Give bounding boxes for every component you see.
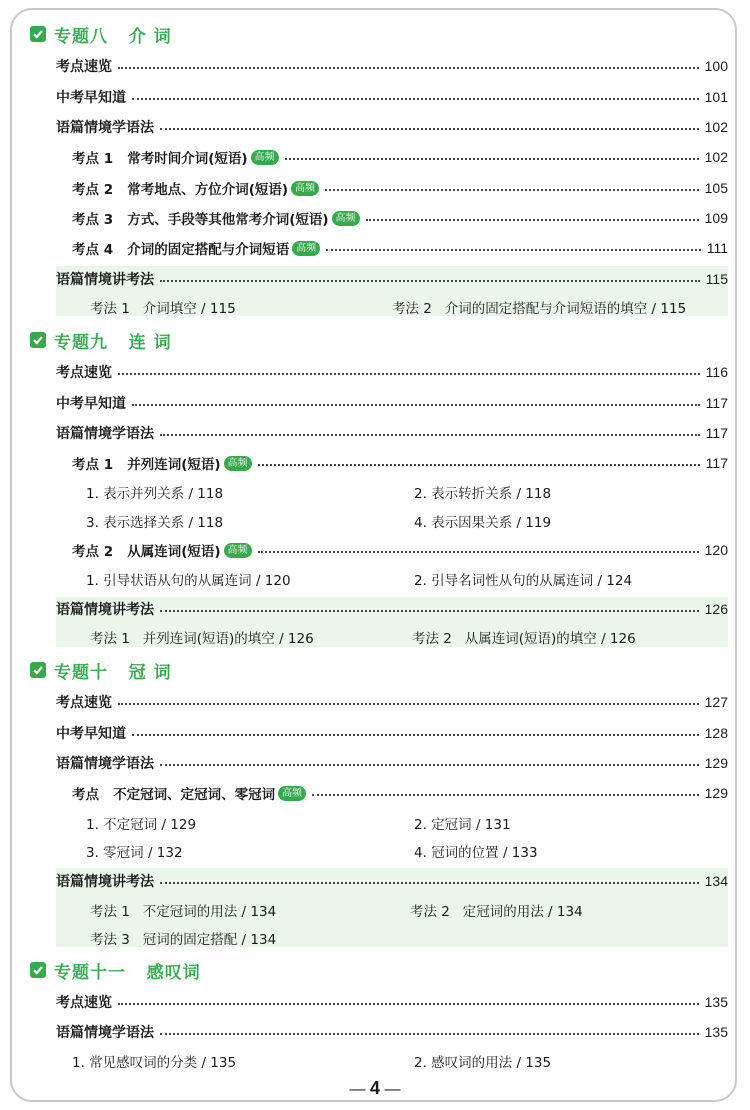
checkbox-icon (30, 662, 46, 678)
toc-entry[interactable]: 考点速览 116 (56, 364, 728, 381)
subpoint-item[interactable]: 2. 引导名词性从句的从属连词 / 124 (414, 573, 633, 589)
badge-high-frequency: 高频 (278, 786, 306, 801)
toc-subentry[interactable]: 考点 不定冠词、定冠词、零冠词 高频 129 (72, 785, 728, 803)
toc-entry[interactable]: 语篇情境学语法 102 (56, 119, 728, 136)
page-number: — 4 — (349, 1078, 401, 1098)
toc-subentry[interactable]: 考点 1 并列连词(短语) 高频 117 (72, 455, 728, 473)
subpoint-item[interactable]: 1. 不定冠词 / 129 (86, 817, 197, 833)
toc-subentry[interactable]: 考点 2 常考地点、方位介词(短语) 高频 105 (72, 180, 728, 198)
toc-entry[interactable]: 考点速览 135 (56, 994, 728, 1011)
toc-entry[interactable]: 语篇情境学语法 129 (56, 755, 728, 772)
method-item[interactable]: 考法 1 不定冠词的用法 / 134 (90, 904, 277, 920)
badge-high-frequency: 高频 (332, 211, 360, 226)
method-item[interactable]: 考法 2 定冠词的用法 / 134 (410, 904, 583, 920)
checkbox-icon (30, 332, 46, 348)
checkbox-icon (30, 962, 46, 978)
toc-subentry[interactable]: 考点 1 常考时间介词(短语) 高频 102 (72, 149, 728, 167)
badge-high-frequency: 高频 (224, 456, 252, 471)
checkbox-icon (30, 26, 46, 42)
method-item[interactable]: 考法 2 从属连词(短语)的填空 / 126 (412, 631, 636, 647)
topic-title: 专题十一 感叹词 (54, 962, 201, 983)
subpoint-item[interactable]: 4. 表示因果关系 / 119 (414, 515, 552, 531)
topic-heading (30, 327, 172, 353)
toc-subentry[interactable]: 考点 2 从属连词(短语) 高频 120 (72, 542, 728, 560)
badge-high-frequency: 高频 (251, 150, 279, 165)
toc-entry[interactable]: 中考早知道 117 (56, 395, 728, 412)
subpoint-item[interactable]: 2. 表示转折关系 / 118 (414, 486, 552, 502)
subpoint-item[interactable]: 1. 常见感叹词的分类 / 135 (72, 1055, 237, 1071)
subpoint-item[interactable]: 1. 引导状语从句的从属连词 / 120 (86, 573, 291, 589)
toc-entry[interactable]: 语篇情境讲考法 115 (56, 271, 728, 288)
method-item[interactable]: 考法 1 介词填空 / 115 (90, 301, 236, 317)
topic-title: 专题九 连 词 (54, 332, 172, 353)
subpoint-item[interactable]: 2. 感叹词的用法 / 135 (414, 1055, 552, 1071)
topic-title: 专题十 冠 词 (54, 662, 172, 683)
badge-high-frequency: 高频 (292, 241, 320, 256)
topic-heading (30, 957, 201, 983)
toc-entry[interactable]: 考点速览 127 (56, 694, 728, 711)
toc-entry[interactable]: 语篇情境学语法 117 (56, 425, 728, 442)
subpoint-item[interactable]: 4. 冠词的位置 / 133 (414, 845, 538, 861)
badge-high-frequency: 高频 (291, 181, 319, 196)
subpoint-item[interactable]: 1. 表示并列关系 / 118 (86, 486, 224, 502)
toc-entry[interactable]: 语篇情境学语法 135 (56, 1024, 728, 1041)
method-item[interactable]: 考法 2 介词的固定搭配与介词短语的填空 / 115 (392, 301, 687, 317)
toc-entry[interactable]: 考点速览 100 (56, 58, 728, 75)
method-item[interactable]: 考法 3 冠词的固定搭配 / 134 (90, 932, 277, 948)
subpoint-item[interactable]: 2. 定冠词 / 131 (414, 817, 511, 833)
topic-heading (30, 657, 172, 683)
toc-entry[interactable]: 语篇情境讲考法 126 (56, 601, 728, 618)
toc-entry[interactable]: 语篇情境讲考法 134 (56, 873, 728, 890)
topic-heading (30, 21, 172, 47)
toc-entry[interactable]: 中考早知道 101 (56, 89, 728, 106)
method-item[interactable]: 考法 1 并列连词(短语)的填空 / 126 (90, 631, 314, 647)
subpoint-item[interactable]: 3. 表示选择关系 / 118 (86, 515, 224, 531)
subpoint-item[interactable]: 3. 零冠词 / 132 (86, 845, 183, 861)
topic-title: 专题八 介 词 (54, 26, 172, 47)
badge-high-frequency: 高频 (224, 543, 252, 558)
toc-entry[interactable]: 中考早知道 128 (56, 725, 728, 742)
toc-subentry[interactable]: 考点 3 方式、手段等其他常考介词(短语) 高频 109 (72, 210, 728, 228)
toc-subentry[interactable]: 考点 4 介词的固定搭配与介词短语 高频 111 (72, 240, 728, 258)
